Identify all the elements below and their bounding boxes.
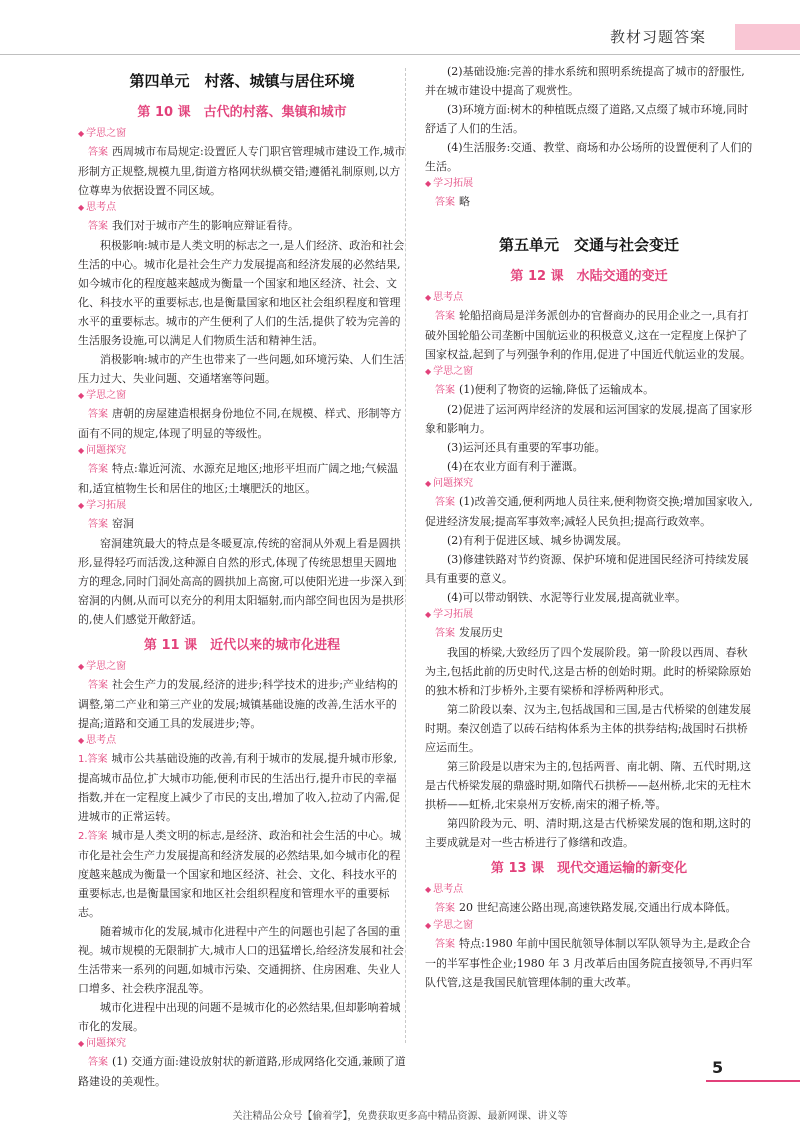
answer-block: 答案 略 <box>435 195 470 208</box>
answer-block: 答案 (1)便利了物资的运输,降低了运输成本。 <box>435 383 655 396</box>
section-heading: ◆ 学习拓展 <box>425 176 753 192</box>
paragraph: (2)基础设施:完善的排水系统和照明系统提高了城市的舒服性,并在城市建设中提高了观赏性。 <box>425 65 745 97</box>
answer-block: 答案 特点:靠近河流、水源充足地区;地形平坦而广阔之地;气候温和,适宜植物生长和居住的地区;土壤肥沃的地区。 <box>78 462 399 495</box>
paragraph: (3)修建铁路对节约资源、保护环境和促进国民经济可持续发展具有重要的意义。 <box>425 553 749 585</box>
section-heading: ◆ 思考点 <box>78 200 406 216</box>
unit-4-title: 第四单元 村落、城镇与居住环境 <box>129 72 355 90</box>
section-heading: ◆ 学思之窗 <box>78 388 406 404</box>
page-number-rule <box>706 1080 800 1082</box>
answer-block: 答案 唐朝的房屋建造根据身份地位不同,在规模、样式、形制等方面有不同的规定,体现了明显的等级性。 <box>78 407 402 440</box>
right-column <box>425 62 753 992</box>
section-heading: ◆ 学思之窗 <box>78 126 406 142</box>
answer-label: 答案 <box>435 497 455 508</box>
section-heading: ◆ 学思之窗 <box>425 364 753 380</box>
lesson-12-title: 第 12 课 水陆交通的变迁 <box>510 269 668 284</box>
section-heading: ◆ 学习拓展 <box>78 498 406 514</box>
section-heading: ◆ 学习拓展 <box>425 607 753 623</box>
paragraph: 积极影响:城市是人类文明的标志之一,是人们经济、政治和社会生活的中心。城市化是社会生产力发展提高和经济发展的必然结果,如今城市化的程度越来越成为衡量一个国家和地区经济、社会、文化、科技水平的重要标志,也是衡量国家和地区社会组织程度和管理水平的重要标志。城市的产生便利了人们的生活,提供了较为完善的生活服务设施,可以满足人们物质生活和精神生活。 <box>78 239 405 347</box>
paragraph: 第四阶段为元、明、清时期,这是古代桥梁发展的饱和期,这时的主要成就是对一些古桥进行了修缮和改造。 <box>425 817 751 849</box>
answer-label: 答案 <box>88 1057 108 1068</box>
header-rule <box>0 54 800 55</box>
footer-note: 关注精品公众号【偷着学】，免费获取更多高中精品资源、最新网课、讲义等 <box>232 1111 568 1122</box>
section-heading: ◆ 问题探究 <box>78 443 406 459</box>
header-title: 教材习题答案 <box>610 28 707 46</box>
section-heading: ◆ 思考点 <box>425 882 753 898</box>
answer-block: 答案 窑洞 <box>88 517 134 530</box>
paragraph: (4)可以带动钢铁、水泥等行业发展,提高就业率。 <box>447 591 687 604</box>
answer-label: 答案 <box>88 147 108 158</box>
header-accent-bar <box>735 24 800 50</box>
answer-block: 答案 特点:1980 年前中国民航领导体制以军队领导为主,是政企合一的半军事性企业;1980 年 3 月改革后由国务院直接领导,不再归军队代管,这是我国民航管理体制的重大改革。 <box>425 937 753 989</box>
answer-block: 答案 社会生产力的发展,经济的进步;科学技术的进步;产业结构的调整,第二产业和第三产业的发展;城镇基础设施的改善,生活水平的提高;道路和交通工具的发展进步;等。 <box>78 678 398 730</box>
unit-5-title: 第五单元 交通与社会变迁 <box>498 236 679 254</box>
answer-label: 答案 <box>435 197 455 208</box>
answer-label: 答案 <box>88 680 108 691</box>
paragraph: 窑洞建筑最大的特点是冬暖夏凉,传统的窑洞从外观上看是圆拱形,显得轻巧而活泼,这种源自自然的形式,体现了传统思想里天圆地方的理念,同时门洞处高高的圆拱加上高窗,可以使阳光进一步深入到窑洞的内侧,从而可以充分的利用太阳辐射,而内部空间也因为是拱形的,使人们感觉开敞舒适。 <box>78 537 404 626</box>
section-heading: ◆ 思考点 <box>78 733 406 749</box>
answer-block: 答案 轮船招商局是洋务派创办的官督商办的民用企业之一,具有打破外国轮船公司垄断中国航运业的积极意义,这在一定程度上保护了国家权益,起到了与列强争利的作用,促进了中国近代航运业的发展。 <box>425 309 751 361</box>
section-heading: ◆ 学思之窗 <box>78 659 406 675</box>
paragraph: (3)运河还具有重要的军事功能。 <box>447 441 606 454</box>
answer-label: 答案 <box>435 903 455 914</box>
answer-block: 答案 发展历史 <box>435 626 503 639</box>
answer-label: 答案 <box>87 754 108 765</box>
answer-label: 答案 <box>88 221 108 232</box>
section-heading: ◆ 问题探究 <box>78 1036 406 1052</box>
answer-label: 答案 <box>435 311 455 322</box>
answer-block: 答案 20 世纪高速公路出现,高速铁路发展,交通出行成本降低。 <box>435 901 737 914</box>
section-heading: ◆ 思考点 <box>425 290 753 306</box>
section-heading: ◆ 学思之窗 <box>425 918 753 934</box>
paragraph: 第二阶段以秦、汉为主,包括战国和三国,是古代桥梁的创建发展时期。秦汉创造了以砖石结构体系为主体的拱券结构;战国时石拱桥应运而生。 <box>425 703 751 754</box>
paragraph: 消极影响:城市的产生也带来了一些问题,如环境污染、人们生活压力过大、失业问题、交通堵塞等问题。 <box>78 353 405 385</box>
answer-block: 1.答案 城市公共基础设施的改善,有利于城市的发展,提升城市形象,提高城市品位,扩大城市功能,便利市民的生活出行,提升市民的幸福指数,并在一定程度上减少了市民的支出,增加了收入,拉动了内需,促进城市的正常运转。 <box>78 752 400 823</box>
answer-block: 答案 我们对于城市产生的影响应辩证看待。 <box>88 219 299 232</box>
paragraph: (3)环境方面:树木的种植既点缀了道路,又点缀了城市环境,同时舒适了人们的生活。 <box>425 103 749 135</box>
answer-block: 答案 西周城市布局规定:设置匠人专门职官管理城市建设工作,城市形制方正规整,规模九里,街道方格网状纵横交错;遵循礼制原则,以方位尊卑为依据设置不同区域。 <box>78 145 406 197</box>
paragraph: (2)有利于促进区域、城乡协调发展。 <box>447 534 628 547</box>
lesson-13-title: 第 13 课 现代交通运输的新变化 <box>490 861 688 876</box>
answer-label: 答案 <box>435 628 455 639</box>
paragraph: 随着城市化的发展,城市化进程中产生的问题也引起了各国的重视。城市规模的无限制扩大,城市人口的迅猛增长,给经济发展和社会生活带来一系列的问题,如城市污染、交通拥挤、住房困难、失业人口增多、社会秩序混乱等。 <box>78 925 404 995</box>
paragraph: 我国的桥梁,大致经历了四个发展阶段。第一阶段以西周、春秋为主,包括此前的历史时代,这是古桥的创始时期。此时的桥梁除原始的独木桥和汀步桥外,主要有梁桥和浮桥两种形式。 <box>425 646 751 697</box>
answer-label: 答案 <box>88 409 108 420</box>
paragraph: 城市化进程中出现的问题不是城市化的必然结果,但却影响着城市化的发展。 <box>78 1001 401 1033</box>
answer-label: 答案 <box>87 831 108 842</box>
paragraph: (2)促进了运河两岸经济的发展和运河国家的发展,提高了国家形象和影响力。 <box>425 403 753 435</box>
paragraph: (4)在农业方面有利于灌溉。 <box>447 460 584 473</box>
answer-label: 答案 <box>88 464 108 475</box>
page-number: 5 <box>712 1058 724 1077</box>
paragraph: 第三阶段是以唐宋为主的,包括两晋、南北朝、隋、五代时期,这是古代桥梁发展的鼎盛时期,如隋代石拱桥——赵州桥,北宋的无柱木拱桥——虹桥,北宋泉州万安桥,南宋的湘子桥,等。 <box>425 760 751 811</box>
answer-label: 答案 <box>435 939 455 950</box>
answer-label: 答案 <box>435 385 455 396</box>
answer-block: 答案 (1)改善交通,便利两地人员往来,便利物资交换;增加国家收入,促进经济发展;提高军事效率;减轻人民负担;提高行政效率。 <box>425 495 753 528</box>
section-heading: ◆ 问题探究 <box>425 476 753 492</box>
answer-label: 答案 <box>88 519 108 530</box>
answer-block: 答案 (1) 交通方面:建设放射状的新道路,形成网络化交通,兼顾了道路建设的美观性。 <box>78 1055 406 1088</box>
lesson-11-title: 第 11 课 近代以来的城市化进程 <box>143 638 341 653</box>
answer-block: 2.答案 城市是人类文明的标志,是经济、政治和社会生活的中心。城市化是社会生产力发展提高和经济发展的必然结果,如今城市化的程度越来越成为衡量一个国家和地区经济、社会、文化、科技水平的重要标志,也是衡量国家和地区社会组织程度和管理水平的重要标志。 <box>78 829 402 919</box>
lesson-10-title: 第 10 课 古代的村落、集镇和城市 <box>137 105 347 120</box>
paragraph: (4)生活服务:交通、教堂、商场和办公场所的设置便利了人们的生活。 <box>425 141 753 173</box>
left-column <box>78 62 406 1091</box>
